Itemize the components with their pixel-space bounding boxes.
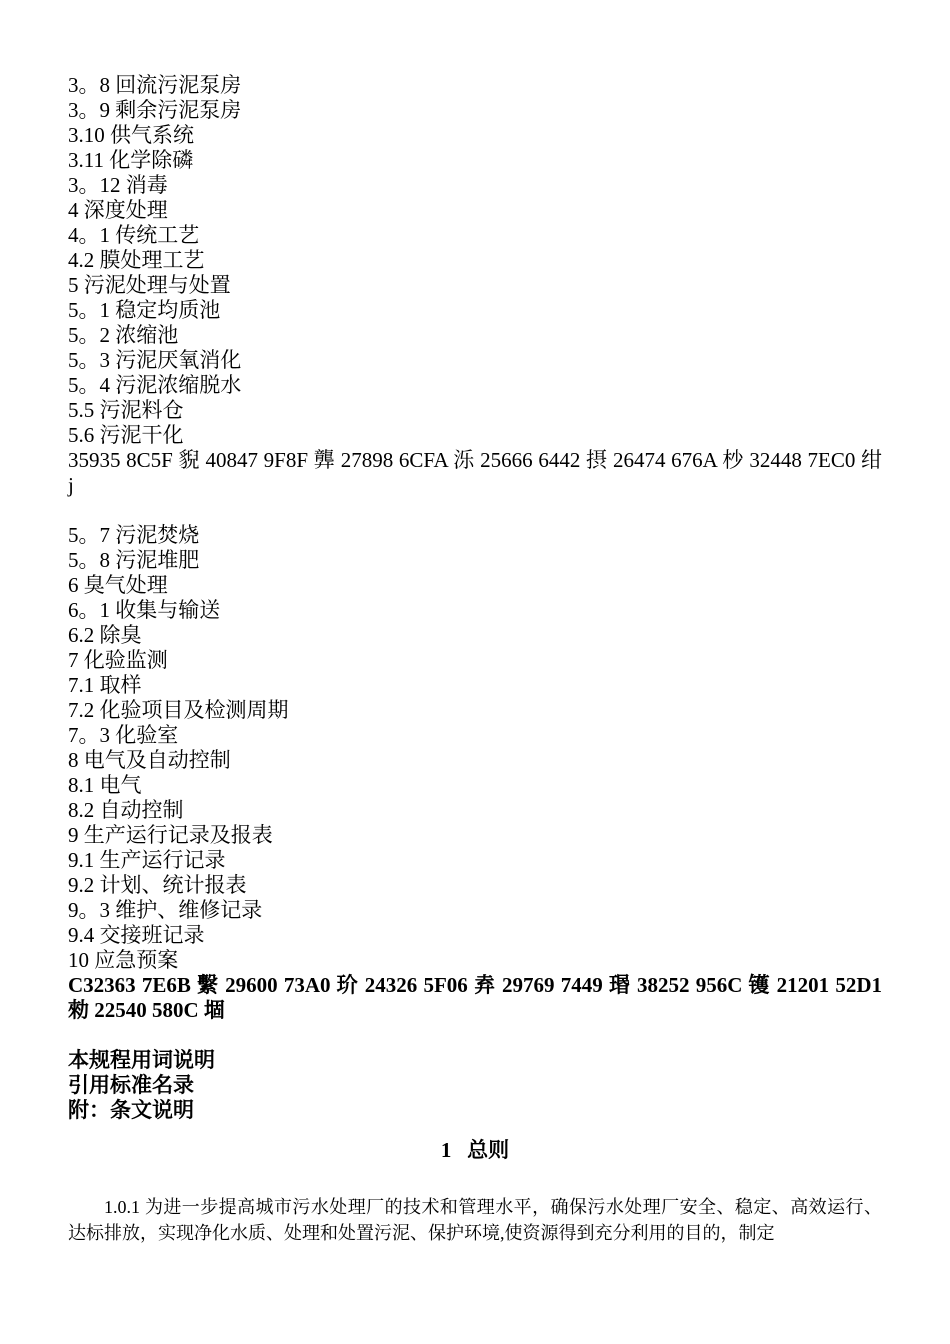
toc-item: 8.1 电气	[68, 773, 142, 797]
toc-item: 3。12 消毒	[68, 173, 168, 197]
toc-item: 9.1 生产运行记录	[68, 848, 226, 872]
toc-item: 8.2 自动控制	[68, 798, 184, 822]
toc-item: 3。9 剩余污泥泵房	[68, 98, 242, 122]
appendix-item: 引用标准名录	[68, 1073, 194, 1097]
toc-item: 6。1 收集与输送	[68, 598, 221, 622]
document-page	[68, 73, 882, 1246]
toc-item: 9 生产运行记录及报表	[68, 823, 273, 847]
toc-item: 10 应急预案	[68, 948, 179, 972]
toc-item: 4。1 传统工艺	[68, 223, 200, 247]
toc-item: 4.2 膜处理工艺	[68, 248, 205, 272]
toc-item: 7。3 化验室	[68, 723, 179, 747]
toc-item: 3.11 化学除磷	[68, 148, 194, 172]
blank-line	[68, 1023, 882, 1048]
toc-item: 8 电气及自动控制	[68, 748, 231, 772]
garbled-text-line: 35935 8C5F 貎 40847 9F8F 龏 27898 6CFA 泺 25666 6442 摂 26474 676A 杪 32448 7EC0 绀 j	[68, 448, 882, 497]
toc-item: 5。1 稳定均质池	[68, 298, 221, 322]
toc-item: 7 化验监测	[68, 648, 168, 672]
toc-item: 6 臭气处理	[68, 573, 168, 597]
body-paragraph: 1.0.1 为进一步提高城市污水处理厂的技术和管理水平，确保污水处理厂安全、稳定、高效运行、达标排放，实现净化水质、处理和处置污泥、保护环境,使资源得到充分利用的目的，制定	[68, 1197, 882, 1243]
appendix-list	[68, 1048, 882, 1123]
toc-item: 7.1 取样	[68, 673, 142, 697]
toc-item: 9.2 计划、统计报表	[68, 873, 247, 897]
toc-list-a	[68, 73, 882, 448]
appendix-item: 附：条文说明	[68, 1098, 194, 1122]
toc-item: 5。8 污泥堆肥	[68, 548, 200, 572]
toc-item: 9.4 交接班记录	[68, 923, 205, 947]
toc-item: 5。4 污泥浓缩脱水	[68, 373, 242, 397]
blank-line	[68, 498, 882, 523]
toc-item: 5 污泥处理与处置	[68, 273, 231, 297]
toc-item: 5。7 污泥焚烧	[68, 523, 200, 547]
toc-item: 7.2 化验项目及检测周期	[68, 698, 289, 722]
toc-item: 9。3 维护、维修记录	[68, 898, 263, 922]
toc-item: 3。8 回流污泥泵房	[68, 73, 242, 97]
toc-item: 5.6 污泥干化	[68, 423, 184, 447]
toc-item: 5。3 污泥厌氧消化	[68, 348, 242, 372]
toc-item: 4 深度处理	[68, 198, 168, 222]
toc-item: 5.5 污泥料仓	[68, 398, 184, 422]
chapter-title: 1 总则	[440, 1138, 510, 1162]
toc-item: 5。2 浓缩池	[68, 323, 179, 347]
toc-list-b	[68, 523, 882, 973]
toc-item: 6.2 除臭	[68, 623, 142, 647]
toc-item: 3.10 供气系统	[68, 123, 194, 147]
garbled-text-line-bold: C32363 7E6B 繫 29600 73A0 玠 24326 5F06 弆 29769 7449 瑉 38252 956C 镬 21201 52D1 勑 22540 580C 堌	[68, 973, 882, 1022]
appendix-item: 本规程用词说明	[68, 1048, 215, 1072]
